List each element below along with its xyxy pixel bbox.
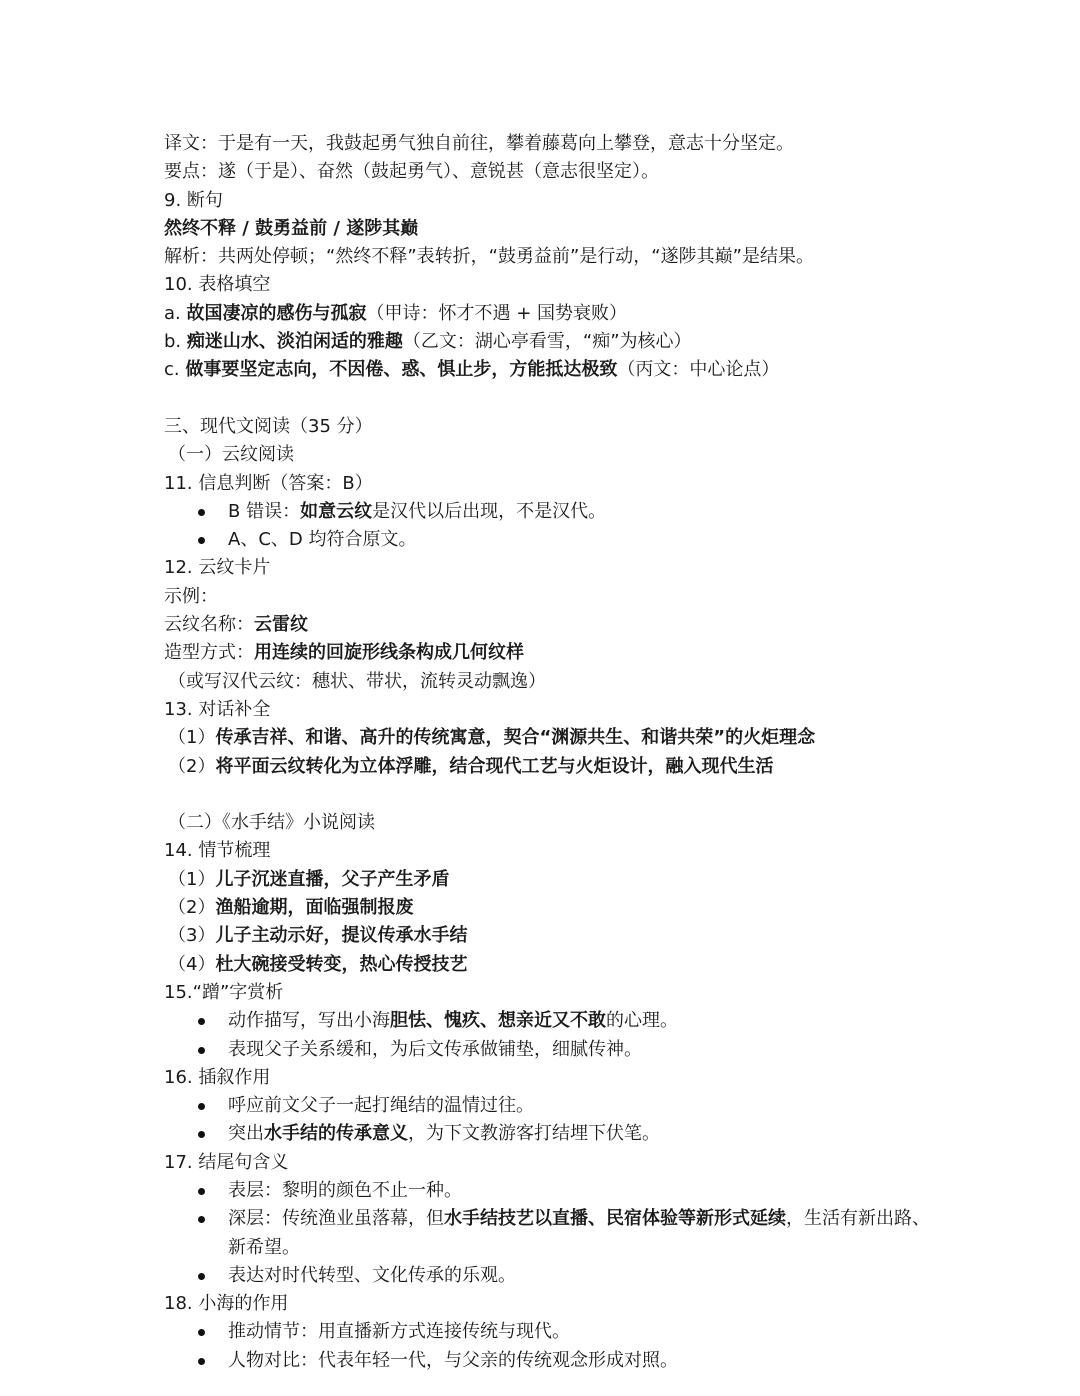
- text-span: （2）: [168, 897, 216, 919]
- text-span: 13. 对话补全: [164, 698, 271, 720]
- bold-text: 胆怯、愧疚、想亲近又不敢: [390, 1010, 606, 1032]
- bullet-item: [164, 526, 944, 554]
- text-span: （4）: [168, 953, 216, 975]
- bullet-dot-icon: [198, 1103, 205, 1110]
- bullet-item: [164, 498, 944, 526]
- text-line: [164, 639, 944, 667]
- text-span: ，生活有新出路、新希望。: [228, 1208, 930, 1258]
- text-span: 12. 云纹卡片: [164, 557, 271, 579]
- text-span: 17. 结尾句含义: [164, 1151, 289, 1173]
- bold-text: 如意云纹: [300, 500, 373, 522]
- text-span: 三、现代文阅读（35 分）: [164, 415, 373, 437]
- text-span: 表层：黎明的颜色不止一种。: [228, 1179, 462, 1201]
- bold-text: 然终不释 / 鼓勇益前 / 遂陟其巅: [164, 217, 419, 239]
- bullet-dot-icon: [198, 1273, 205, 1280]
- bullet-dot-icon: [198, 1358, 205, 1365]
- bullet-dot-icon: [198, 1216, 205, 1223]
- text-line: [164, 696, 944, 724]
- text-line: [164, 356, 944, 384]
- text-span: 突出: [228, 1123, 264, 1145]
- text-line: [164, 1064, 944, 1092]
- text-line: [164, 300, 944, 328]
- text-line: [164, 951, 944, 979]
- text-line: [164, 1290, 944, 1318]
- text-line: [164, 611, 944, 639]
- text-span: 的心理。: [606, 1010, 678, 1032]
- text-line: [164, 158, 944, 186]
- text-line: [164, 243, 944, 271]
- text-span: （1）: [168, 868, 216, 890]
- bullet-dot-icon: [198, 1018, 205, 1025]
- text-span: 示例：: [164, 585, 218, 607]
- text-span: b.: [164, 331, 187, 353]
- text-span: （1）: [168, 727, 216, 749]
- text-line: [164, 413, 944, 441]
- text-span: 要点：遂（于是）、奋然（鼓起勇气）、意锐甚（意志很坚定）。: [164, 161, 659, 183]
- text-line: [164, 554, 944, 582]
- text-span: 人物对比：代表年轻一代，与父亲的传统观念形成对照。: [228, 1349, 678, 1371]
- text-span: 云纹名称：: [164, 614, 254, 636]
- text-line: [164, 583, 944, 611]
- text-span: 解析：共两处停顿；“然终不释”表转折，“鼓勇益前”是行动，“遂陟其巅”是结果。: [164, 246, 814, 268]
- bullet-dot-icon: [198, 1131, 205, 1138]
- bullet-item: [164, 1036, 944, 1064]
- text-line: [164, 668, 944, 696]
- text-line: [164, 837, 944, 865]
- text-span: 表达对时代转型、文化传承的乐观。: [228, 1264, 516, 1286]
- text-span: B 错误：: [228, 500, 301, 522]
- text-span: （3）: [168, 925, 216, 947]
- text-span: a.: [164, 302, 187, 324]
- text-span: 呼应前文父子一起打绳结的温情过往。: [228, 1095, 534, 1117]
- bold-text: 水手结技艺以直播、民宿体验等新形式延续: [444, 1208, 786, 1230]
- text-span: 16. 插叙作用: [164, 1066, 271, 1088]
- bold-text: 痴迷山水、淡泊闲适的雅趣: [186, 331, 403, 353]
- text-span: 15.“蹭”字赏析: [164, 981, 284, 1003]
- text-span: （甲诗：怀才不遇 + 国势衰败）: [366, 302, 628, 324]
- text-span: （乙文：湖心亭看雪，“痴”为核心）: [402, 331, 692, 353]
- text-span: 表现父子关系缓和，为后文传承做铺垫，细腻传神。: [228, 1038, 642, 1060]
- blank-line: [164, 781, 944, 809]
- text-line: [164, 441, 944, 469]
- text-span: 10. 表格填空: [164, 274, 271, 296]
- text-line: [164, 922, 944, 950]
- bold-text: 儿子沉迷直播，父子产生矛盾: [215, 868, 450, 890]
- bold-text: 将平面云纹转化为立体浮雕，结合现代工艺与火炬设计，融入现代生活: [215, 755, 774, 777]
- bold-text: 做事要坚定志向，不因倦、惑、惧止步，方能抵达极致: [185, 359, 618, 381]
- text-span: 14. 情节梳理: [164, 840, 271, 862]
- text-span: 深层：传统渔业虽落幕，但: [228, 1208, 444, 1230]
- bullet-dot-icon: [198, 537, 205, 544]
- text-line: [164, 894, 944, 922]
- text-span: 9. 断句: [164, 189, 223, 211]
- text-line: [164, 187, 944, 215]
- bullet-item: [164, 1092, 944, 1120]
- bold-text: 儿子主动示好，提议传承水手结: [215, 925, 468, 947]
- text-span: 动作描写，写出小海: [228, 1010, 390, 1032]
- bullet-item: [164, 1262, 944, 1290]
- text-span: 译文：于是有一天，我鼓起勇气独自前往，攀着藤葛向上攀登，意志十分坚定。: [164, 133, 794, 154]
- bold-text: 杜大碗接受转变，热心传授技艺: [215, 953, 468, 975]
- bullet-item: [164, 1318, 944, 1346]
- text-span: 是汉代以后出现，不是汉代。: [372, 500, 607, 522]
- bold-text: 水手结的传承意义: [264, 1123, 408, 1145]
- text-line: [164, 130, 944, 158]
- bullet-item: [164, 1205, 944, 1262]
- bold-text: 传承吉祥、和谐、高升的传统寓意，契合“渊源共生、和谐共荣”的火炬理念: [215, 727, 816, 749]
- bullet-item: [164, 1007, 944, 1035]
- text-span: （丙文：中心论点）: [617, 359, 780, 381]
- text-line: [164, 809, 944, 837]
- text-line: [164, 753, 944, 781]
- text-span: （2）: [168, 755, 216, 777]
- text-span: 造型方式：: [164, 642, 254, 664]
- text-line: [164, 866, 944, 894]
- bullet-dot-icon: [198, 1047, 205, 1054]
- bullet-dot-icon: [198, 509, 205, 516]
- text-span: A、C、D 均符合原文。: [228, 529, 417, 551]
- bullet-item: [164, 1177, 944, 1205]
- text-span: 11. 信息判断（答案：B）: [164, 472, 373, 494]
- bold-text: 渔船逾期，面临强制报废: [215, 897, 414, 919]
- bold-text: 用连续的回旋形线条构成几何纹样: [254, 642, 524, 664]
- bold-text: 云雷纹: [254, 614, 308, 636]
- document-body: [164, 130, 944, 1375]
- text-line: [164, 1149, 944, 1177]
- blank-line: [164, 385, 944, 413]
- text-span: （二）《水手结》小说阅读: [168, 812, 375, 834]
- text-span: 推动情节：用直播新方式连接传统与现代。: [228, 1321, 570, 1343]
- text-span: ，为下文教游客打结埋下伏笔。: [408, 1123, 660, 1145]
- text-span: 18. 小海的作用: [164, 1293, 289, 1315]
- text-line: [164, 979, 944, 1007]
- bold-text: 故国凄凉的感伤与孤寂: [186, 302, 367, 324]
- text-line: [164, 328, 944, 356]
- bullet-item: [164, 1347, 944, 1375]
- bullet-dot-icon: [198, 1188, 205, 1195]
- text-span: （或写汉代云纹：穗状、带状，流转灵动飘逸）: [168, 670, 546, 692]
- bullet-item: [164, 1120, 944, 1148]
- text-span: （一）云纹阅读: [168, 444, 294, 466]
- text-line: [164, 215, 944, 243]
- text-line: [164, 271, 944, 299]
- text-line: [164, 470, 944, 498]
- text-line: [164, 724, 944, 752]
- text-span: c.: [164, 359, 186, 381]
- bullet-dot-icon: [198, 1329, 205, 1336]
